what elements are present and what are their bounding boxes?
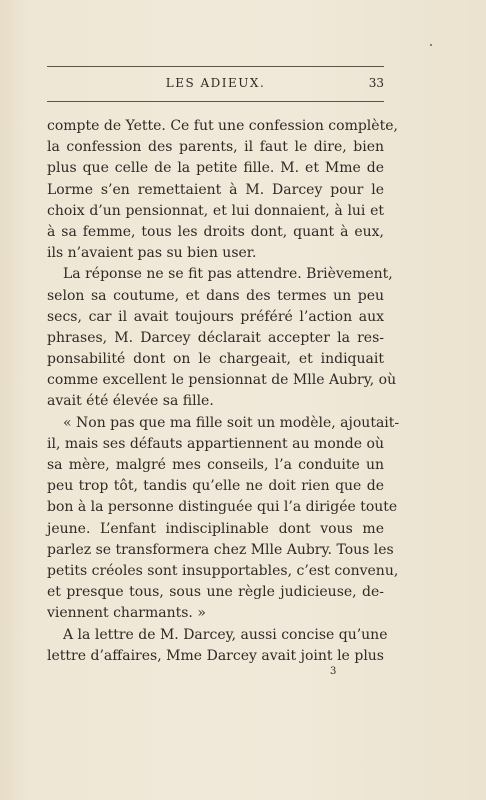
paper-speck bbox=[430, 44, 432, 46]
header-rule-bottom bbox=[47, 101, 384, 102]
text-line: phrases, M. Darcey déclarait accepter la res- bbox=[47, 329, 384, 346]
text-line: viennent charmants. » bbox=[47, 605, 206, 622]
text-line: petits créoles sont insupportables, c’est convenu, bbox=[47, 562, 399, 579]
text-line: la confession des parents, il faut le dire, bien bbox=[47, 139, 384, 156]
text-line: ils n’avaient pas su bien user. bbox=[47, 245, 257, 262]
signature-mark: 3 bbox=[330, 666, 337, 677]
text-line: sa mère, malgré mes conseils, l’a conduite un bbox=[47, 457, 384, 473]
text-line: lettre d’affaires, Mme Darcey avait joint le plus bbox=[47, 647, 384, 664]
text-line: jeune. L’enfant indisciplinable dont vous me bbox=[47, 520, 384, 537]
text-line: Lorme s’en remettaient à M. Darcey pour le bbox=[47, 181, 384, 198]
text-line: plus que celle de la petite fille. M. et Mme de bbox=[47, 160, 384, 177]
body-text bbox=[47, 116, 400, 667]
text-line: à sa femme, tous les droits dont, quant à eux, bbox=[47, 223, 384, 240]
text-line: A la lettre de M. Darcey, aussi concise qu’une bbox=[63, 626, 388, 643]
text-line: compte de Yette. Ce fut une confession complète, bbox=[47, 118, 398, 134]
text-line: ponsabilité dont on le chargeait, et indiquait bbox=[47, 351, 384, 368]
text-line: secs, car il avait toujours préféré l’action aux bbox=[47, 308, 384, 325]
text-line: comme excellent le pensionnat de Mlle Aubry, où bbox=[47, 372, 397, 389]
text-line: peu trop tôt, tandis qu’elle ne doit rien que de bbox=[47, 478, 384, 495]
text-line: choix d’un pensionnat, et lui donnaient, à lui et bbox=[47, 202, 384, 219]
running-header bbox=[47, 76, 384, 94]
header-rule-top bbox=[47, 66, 384, 67]
text-line: il, mais ses défauts appartiennent au monde où bbox=[47, 435, 384, 452]
text-line: selon sa coutume, et dans des termes un peu bbox=[47, 287, 384, 304]
text-line: « Non pas que ma fille soit un modèle, ajoutait- bbox=[63, 414, 400, 431]
text-line: La réponse ne se fit pas attendre. Brièvement, bbox=[63, 266, 393, 283]
running-title: LES ADIEUX. bbox=[165, 76, 266, 90]
text-line: avait été élevée sa fille. bbox=[47, 393, 214, 410]
page-number: 33 bbox=[368, 76, 384, 90]
text-line: bon à la personne distinguée qui l’a dirigée toute bbox=[47, 499, 398, 516]
text-line: parlez se transformera chez Mlle Aubry. Tous les bbox=[47, 541, 394, 558]
text-line: et presque tous, sous une règle judicieuse, de- bbox=[47, 584, 384, 601]
